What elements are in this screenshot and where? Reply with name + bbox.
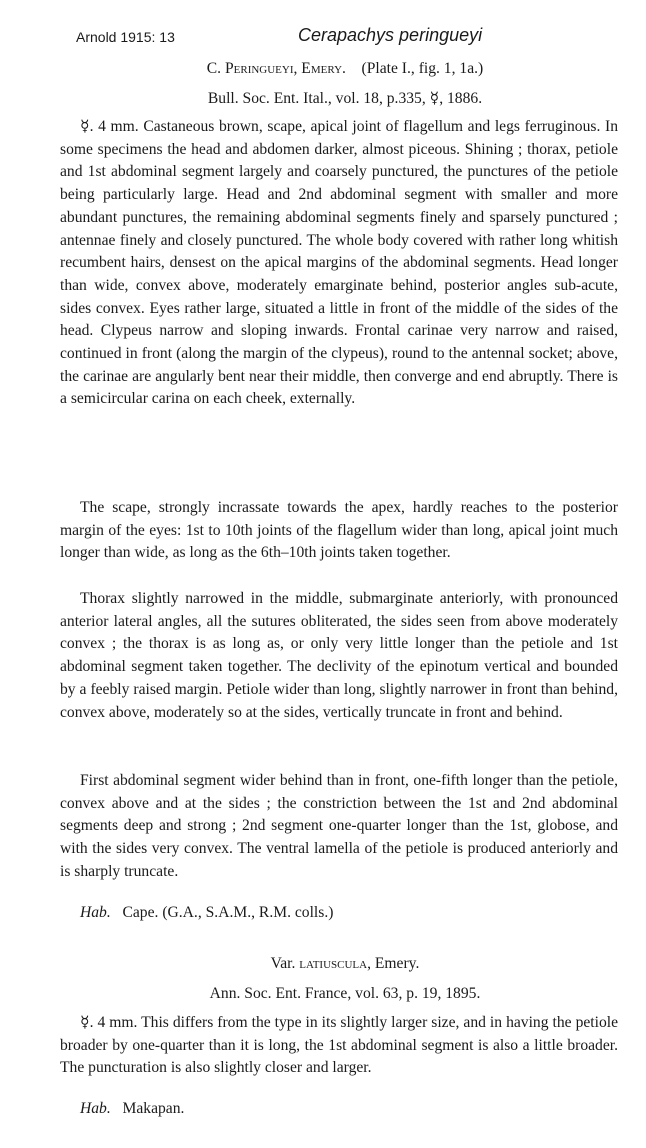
variety-heading — [40, 955, 646, 973]
variety-habitat-line — [80, 1100, 184, 1118]
description-paragraph-4: First abdominal segment wider behind than in front, one-fifth longer than the petiole, convex above and at the sides ; the constriction between the 1st and 2nd abdominal segments deep and strong ; 2nd segment one-quarter longer than the 1st, globose, and with the sides very convex. The ventral lamella of the petiole is produced anteriorly and is sharply truncate. — [60, 772, 618, 880]
description-paragraph-1: ☿. 4 mm. Castaneous brown, scape, apical joint of flagellum and legs ferruginous. In some specimens the head and abdomen darker, almost piceous. Shining ; thorax, petiole and 1st abdominal segment largely and coarsely punctured, the punctures of the petiole being particularly large. Head and 2nd abdominal segment with smaller and more abundant punctures, the remaining abdominal segments finely and sparsely punctured ; antennae finely and closely punctured. The whole body covered with rather long whitish recumbent hairs, densest on the apical margins of the abdominal segments. Head longer than wide, convex above, moderately emarginate behind, posterior angles sub-acute, sides convex. Eyes rather large, situated a little in front of the middle of the sides of the head. Clypeus narrow and sloping inwards. Frontal carinae very narrow and raised, continued in front (along the margin of the clypeus), round to the antennal socket; above, the carinae are angularly bent near their middle, then converge and end abruptly. There is a semicircular carina on each cheek, externally. — [60, 118, 618, 408]
variety-name: latiuscula — [299, 955, 368, 972]
variety-habitat-text: Makapan. — [122, 1100, 185, 1117]
habitat-line — [80, 904, 333, 922]
species-bibliographic-reference: Bull. Soc. Ent. Ital., vol. 18, p.335, ☿, 1886. — [207, 90, 483, 107]
variety-habitat-label: Hab. — [80, 1100, 111, 1117]
species-header: Cerapachys peringueyi — [298, 25, 483, 45]
plate-reference: (Plate I., fig. 1, 1a.) — [361, 60, 484, 77]
habitat-text: Cape. (G.A., S.A.M., R.M. colls.) — [122, 904, 334, 921]
variety-prefix: Var. — [270, 955, 296, 972]
description-paragraph-2: The scape, strongly incrassate towards the apex, hardly reaches to the posterior margin of the eyes: 1st to 10th joints of the flagellum wider than long, apical joint much longer than wide, as long as the 6th–10th joints taken together. — [60, 499, 618, 562]
variety-author: , Emery. — [367, 955, 420, 972]
habitat-label: Hab. — [80, 904, 111, 921]
species-heading — [40, 60, 646, 78]
citation-header: Arnold 1915: 13 — [76, 29, 175, 45]
variety-bibliographic-reference: Ann. Soc. Ent. France, vol. 63, p. 19, 1895. — [209, 985, 481, 1002]
variety-description-paragraph: ☿. 4 mm. This differs from the type in its slightly larger size, and in having the petiole broader by one-quarter than it is long, the 1st abdominal segment is also a little broader. The puncturation is also slightly closer and larger. — [60, 1014, 618, 1077]
species-name: C. Peringueyi, Emery. — [206, 60, 346, 77]
description-paragraph-3: Thorax slightly narrowed in the middle, submarginate anteriorly, with pronounced anterior lateral angles, all the sutures obliterated, the sides seen from above moderately convex ; the thorax is as long as, or only very little longer than the petiole and 1st abdominal segment taken together. The declivity of the epinotum vertical and bounded by a feebly raised margin. Petiole wider than long, slightly narrower in front than behind, convex above, moderately so at the sides, vertically truncate in front and behind. — [60, 590, 618, 721]
